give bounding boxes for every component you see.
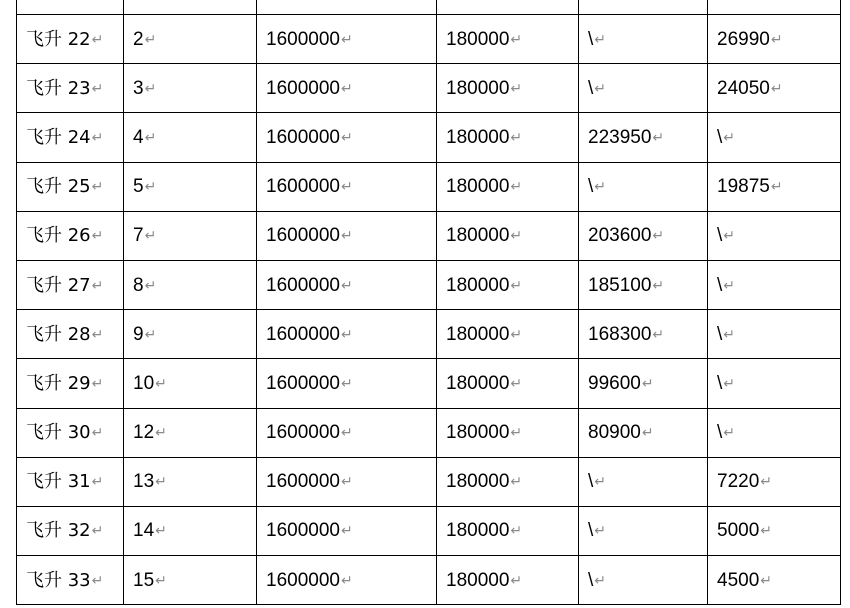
paragraph-mark-icon: ↵ [91,425,104,442]
table-cell-value-a [257,310,437,359]
table-row [17,310,841,359]
paragraph-mark-icon: ↵ [510,31,523,48]
table-cell-value-d [708,556,841,605]
paragraph-mark-icon: ↵ [641,425,654,442]
cell-text: 180000 [446,126,510,148]
cell-text: 1600000 [266,569,340,591]
paragraph-mark-icon: ↵ [155,523,167,540]
paragraph-mark-icon: ↵ [510,277,523,294]
paragraph-mark-icon: ↵ [510,425,523,442]
paragraph-mark-icon: ↵ [155,474,167,491]
table-cell-level [124,15,257,64]
table-row-partial-top [17,0,841,15]
cell-text: \ [717,126,723,148]
table-cell-level [124,556,257,605]
table-cell-level [124,506,257,555]
cell-text: 1600000 [266,77,340,99]
table-cell-value-a [257,15,437,64]
paragraph-mark-icon: ↵ [723,277,736,294]
table-row [17,15,841,64]
cell-text: 2 [133,28,144,50]
paragraph-mark-icon: ↵ [340,129,353,146]
cell-text: 1600000 [266,422,340,444]
table-cell-level [124,113,257,162]
cell-text: 180000 [446,569,510,591]
cell-text: 180000 [446,225,510,247]
table-cell-value-b [437,506,579,555]
cell-text: 飞升 26 [26,225,91,247]
table-cell-value-b [437,211,579,260]
table-cell-value-c [579,260,708,309]
table-cell-level [124,359,257,408]
table-cell-value-c [579,162,708,211]
table-cell-level [124,64,257,113]
cell-text: 80900 [588,422,641,444]
table-cell-value-a [257,113,437,162]
table-cell-value-a [257,506,437,555]
cell-text: 185100 [588,274,652,296]
cell-text: 180000 [446,28,510,50]
cell-text: 飞升 32 [26,520,91,542]
cell-text: 180000 [446,471,510,493]
cell-text: 飞升 23 [26,77,91,99]
table-cell-value-a [257,556,437,605]
paragraph-mark-icon: ↵ [155,375,167,392]
cell-text: 1600000 [266,225,340,247]
paragraph-mark-icon: ↵ [144,326,157,343]
table-cell-value-a [257,408,437,457]
paragraph-mark-icon: ↵ [340,474,353,491]
cell-text: 飞升 25 [26,176,91,198]
table-cell-empty [437,0,579,15]
paragraph-mark-icon: ↵ [91,31,104,48]
paragraph-mark-icon: ↵ [144,31,157,48]
table-cell-value-a [257,260,437,309]
cell-text: 5000 [717,520,760,542]
paragraph-mark-icon: ↵ [760,572,773,589]
cell-text: 1600000 [266,126,340,148]
paragraph-mark-icon: ↵ [144,179,157,196]
paragraph-mark-icon: ↵ [723,228,736,245]
table-cell-empty [17,0,124,15]
table-cell-name [17,556,124,605]
cell-text: 1600000 [266,520,340,542]
cell-text: 180000 [446,77,510,99]
paragraph-mark-icon: ↵ [510,572,523,589]
paragraph-mark-icon: ↵ [510,474,523,491]
cell-text: 203600 [588,225,652,247]
cell-text: \ [717,323,723,345]
cell-text: \ [588,520,594,542]
paragraph-mark-icon: ↵ [510,523,523,540]
paragraph-mark-icon: ↵ [340,80,353,97]
cell-text: 8 [133,274,144,296]
paragraph-mark-icon: ↵ [594,80,607,97]
table-cell-value-c [579,408,708,457]
table-cell-name [17,310,124,359]
table-cell-level [124,310,257,359]
paragraph-mark-icon: ↵ [723,129,736,146]
data-table [16,0,841,605]
table-cell-level [124,211,257,260]
paragraph-mark-icon: ↵ [594,572,607,589]
paragraph-mark-icon: ↵ [510,375,523,392]
table-cell-name [17,211,124,260]
table-cell-value-d [708,506,841,555]
table-cell-value-b [437,113,579,162]
paragraph-mark-icon: ↵ [510,179,523,196]
paragraph-mark-icon: ↵ [91,326,104,343]
cell-text: 99600 [588,372,641,394]
cell-text: \ [588,28,594,50]
cell-text: 19875 [717,176,770,198]
cell-text: 26990 [717,28,770,50]
table-cell-value-b [437,556,579,605]
paragraph-mark-icon: ↵ [723,425,736,442]
table-row [17,260,841,309]
table-cell-value-c [579,506,708,555]
cell-text: 180000 [446,520,510,542]
table-cell-name [17,506,124,555]
table-cell-empty [579,0,708,15]
cell-text: 飞升 29 [26,372,91,394]
table-row [17,211,841,260]
paragraph-mark-icon: ↵ [91,179,104,196]
cell-text: 7220 [717,471,760,493]
table-cell-value-d [708,162,841,211]
cell-text: 飞升 30 [26,422,91,444]
table-cell-value-a [257,64,437,113]
paragraph-mark-icon: ↵ [91,129,104,146]
table-cell-value-b [437,260,579,309]
table-body [17,0,841,605]
cell-text: 1600000 [266,274,340,296]
cell-text: 10 [133,372,155,394]
table-cell-value-b [437,64,579,113]
cell-text: 飞升 33 [26,569,91,591]
cell-text: 9 [133,323,144,345]
paragraph-mark-icon: ↵ [155,425,167,442]
cell-text: 180000 [446,323,510,345]
paragraph-mark-icon: ↵ [652,129,665,146]
table-cell-value-c [579,211,708,260]
table-row [17,359,841,408]
table-cell-name [17,15,124,64]
paragraph-mark-icon: ↵ [510,326,523,343]
cell-text: \ [717,422,723,444]
cell-text: \ [588,77,594,99]
paragraph-mark-icon: ↵ [340,375,353,392]
cell-text: 飞升 31 [26,471,91,493]
cell-text: \ [588,471,594,493]
cell-text: 1600000 [266,28,340,50]
table-cell-value-c [579,556,708,605]
paragraph-mark-icon: ↵ [652,326,665,343]
paragraph-mark-icon: ↵ [91,228,104,245]
cell-text: \ [717,274,723,296]
table-row [17,113,841,162]
table-cell-value-d [708,408,841,457]
paragraph-mark-icon: ↵ [723,326,736,343]
paragraph-mark-icon: ↵ [155,572,167,589]
paragraph-mark-icon: ↵ [641,375,654,392]
table-row [17,408,841,457]
table-cell-value-d [708,211,841,260]
paragraph-mark-icon: ↵ [594,474,607,491]
paragraph-mark-icon: ↵ [652,228,665,245]
table-cell-empty [708,0,841,15]
table-cell-name [17,64,124,113]
paragraph-mark-icon: ↵ [144,129,157,146]
table-cell-value-a [257,457,437,506]
table-cell-value-d [708,260,841,309]
cell-text: 3 [133,77,144,99]
table-cell-value-c [579,113,708,162]
paragraph-mark-icon: ↵ [510,80,523,97]
table-cell-level [124,408,257,457]
table-cell-value-d [708,359,841,408]
paragraph-mark-icon: ↵ [340,277,353,294]
table-cell-value-b [437,162,579,211]
table-cell-value-c [579,15,708,64]
table-cell-value-b [437,310,579,359]
cell-text: 飞升 24 [26,126,91,148]
table-cell-value-b [437,15,579,64]
table-cell-level [124,162,257,211]
paragraph-mark-icon: ↵ [510,129,523,146]
cell-text: 1600000 [266,176,340,198]
table-cell-name [17,408,124,457]
cell-text: 223950 [588,126,652,148]
table-cell-value-d [708,64,841,113]
cell-text: 180000 [446,274,510,296]
table-cell-value-d [708,113,841,162]
table-row [17,64,841,113]
table-cell-value-c [579,457,708,506]
paragraph-mark-icon: ↵ [723,375,736,392]
cell-text: 4500 [717,569,760,591]
paragraph-mark-icon: ↵ [770,179,783,196]
paragraph-mark-icon: ↵ [594,523,607,540]
paragraph-mark-icon: ↵ [91,523,104,540]
paragraph-mark-icon: ↵ [91,277,104,294]
table-cell-value-d [708,457,841,506]
cell-text: 180000 [446,372,510,394]
paragraph-mark-icon: ↵ [770,80,783,97]
table-cell-value-b [437,359,579,408]
table-cell-value-c [579,64,708,113]
table-cell-empty [257,0,437,15]
cell-text: 180000 [446,422,510,444]
paragraph-mark-icon: ↵ [340,523,353,540]
table-cell-value-a [257,359,437,408]
cell-text: 5 [133,176,144,198]
paragraph-mark-icon: ↵ [340,179,353,196]
paragraph-mark-icon: ↵ [144,277,157,294]
table-row [17,506,841,555]
table-cell-level [124,260,257,309]
table-cell-value-d [708,310,841,359]
cell-text: 13 [133,471,155,493]
table-cell-name [17,457,124,506]
table-cell-value-a [257,211,437,260]
paragraph-mark-icon: ↵ [144,80,157,97]
table-cell-name [17,260,124,309]
paragraph-mark-icon: ↵ [91,80,104,97]
paragraph-mark-icon: ↵ [340,425,353,442]
table-cell-name [17,359,124,408]
cell-text: 飞升 27 [26,274,91,296]
paragraph-mark-icon: ↵ [594,179,607,196]
cell-text: \ [717,372,723,394]
table-cell-name [17,162,124,211]
table-cell-level [124,457,257,506]
table-cell-name [17,113,124,162]
paragraph-mark-icon: ↵ [760,474,773,491]
table-cell-value-b [437,408,579,457]
table-row [17,556,841,605]
cell-text: 12 [133,422,155,444]
table-row [17,162,841,211]
cell-text: 15 [133,569,155,591]
cell-text: \ [588,569,594,591]
cell-text: \ [588,176,594,198]
paragraph-mark-icon: ↵ [760,523,773,540]
cell-text: \ [717,225,723,247]
cell-text: 180000 [446,176,510,198]
cell-text: 飞升 22 [26,28,91,50]
cell-text: 168300 [588,323,652,345]
table-row [17,457,841,506]
cell-text: 14 [133,520,155,542]
cell-text: 1600000 [266,471,340,493]
paragraph-mark-icon: ↵ [144,228,157,245]
cell-text: 24050 [717,77,770,99]
table-cell-value-c [579,310,708,359]
cell-text: 7 [133,225,144,247]
cell-text: 1600000 [266,372,340,394]
paragraph-mark-icon: ↵ [91,474,104,491]
paragraph-mark-icon: ↵ [594,31,607,48]
cell-text: 4 [133,126,144,148]
table-cell-empty [124,0,257,15]
paragraph-mark-icon: ↵ [340,572,353,589]
cell-text: 飞升 28 [26,323,91,345]
paragraph-mark-icon: ↵ [340,31,353,48]
table-cell-value-b [437,457,579,506]
cell-text: 1600000 [266,323,340,345]
table-cell-value-a [257,162,437,211]
table-cell-value-c [579,359,708,408]
table-cell-value-d [708,15,841,64]
paragraph-mark-icon: ↵ [510,228,523,245]
paragraph-mark-icon: ↵ [652,277,665,294]
paragraph-mark-icon: ↵ [340,228,353,245]
paragraph-mark-icon: ↵ [91,375,104,392]
paragraph-mark-icon: ↵ [340,326,353,343]
paragraph-mark-icon: ↵ [91,572,104,589]
paragraph-mark-icon: ↵ [770,31,783,48]
